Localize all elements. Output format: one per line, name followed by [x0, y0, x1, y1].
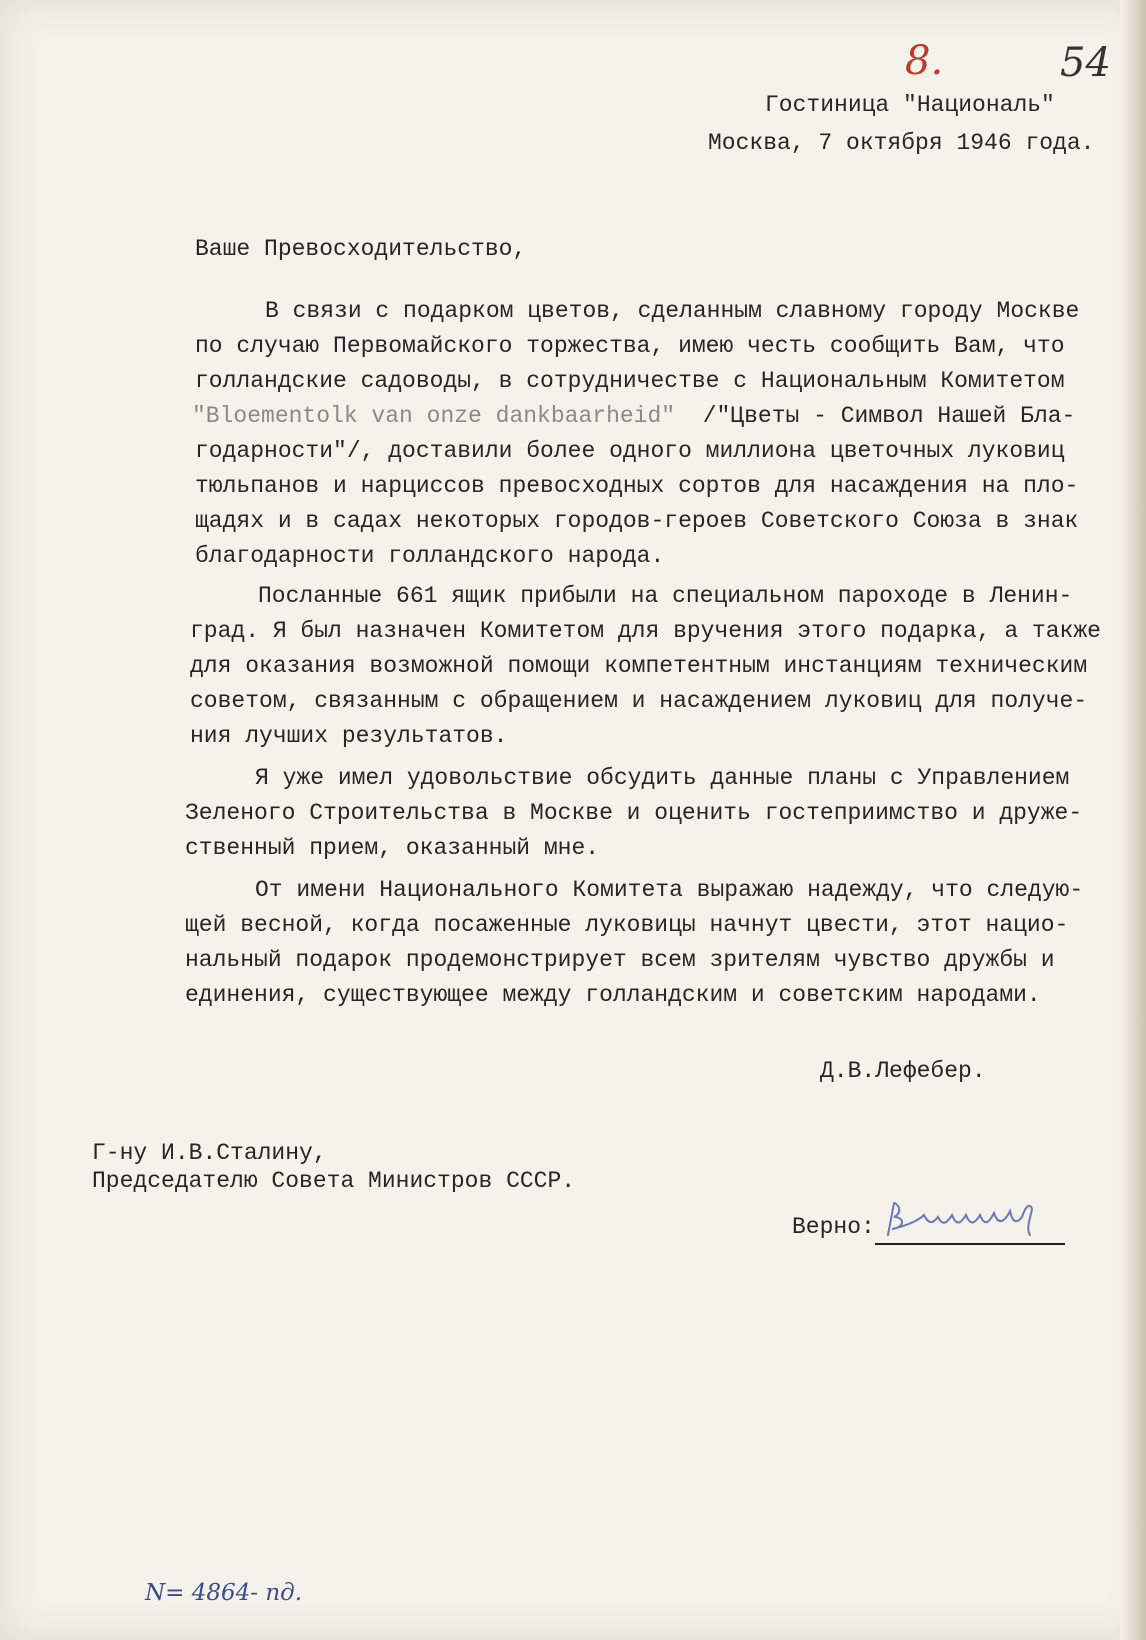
- body-line: ственный прием, оказанный мне.: [185, 835, 600, 861]
- dutch-committee-name: "Bloementolk van onze dankbaarheid": [192, 403, 676, 429]
- header-place: Гостиница "Националь": [765, 92, 1055, 118]
- body-line: советом, связанным с обращением и насаждением луковиц для получе-: [190, 688, 1088, 714]
- signature-line: [875, 1243, 1065, 1245]
- body-line: [192, 403, 1075, 429]
- body-line: для оказания возможной помощи компетентным инстанциям техническим: [190, 653, 1088, 679]
- certification-label: Верно:: [792, 1214, 875, 1240]
- salutation: Ваше Превосходительство,: [195, 236, 527, 262]
- body-line: ния лучших результатов.: [190, 723, 508, 749]
- reference-number: N= 4864- пд.: [145, 1580, 303, 1606]
- body-line: единения, существующее между голландским и советским народами.: [185, 982, 1041, 1008]
- body-line: годарности"/, доставили более одного миллиона цветочных луковиц: [195, 438, 1065, 464]
- handwritten-signature: [880, 1195, 1060, 1245]
- signature-name: Д.В.Лефебер.: [820, 1058, 986, 1084]
- body-line: по случаю Первомайского торжества, имею честь сообщить Вам, что: [195, 333, 1065, 359]
- body-line: щадях и в садах некоторых городов-героев Советского Союза в знак: [195, 508, 1079, 534]
- body-line: благодарности голландского народа.: [195, 543, 665, 569]
- body-line: От имени Национального Комитета выражаю надежду, что следую-: [255, 877, 1084, 903]
- addressee-title: Председателю Совета Министров СССР.: [92, 1168, 576, 1194]
- body-line: Зеленого Строительства в Москве и оценить гостеприимство и друже-: [185, 800, 1083, 826]
- body-line: тюльпанов и нарциссов превосходных сортов для насаждения на пло-: [195, 473, 1079, 499]
- header-date: Москва, 7 октября 1946 года.: [708, 130, 1095, 156]
- body-line: Я уже имел удовольствие обсудить данные планы с Управлением: [255, 765, 1070, 791]
- body-line-rest: /"Цветы - Символ Нашей Бла-: [675, 403, 1076, 429]
- body-line: В связи с подарком цветов, сделанным славному городу Москве: [265, 298, 1080, 324]
- body-line: щей весной, когда посаженные луковицы начнут цвести, этот нацио-: [185, 912, 1069, 938]
- addressee-name: Г-ну И.В.Сталину,: [92, 1140, 327, 1166]
- body-line: голландские садоводы, в сотрудничестве с Национальным Комитетом: [195, 368, 1065, 394]
- red-handwritten-number: 8.: [905, 38, 944, 84]
- page-number: 54: [1060, 40, 1111, 86]
- page-edge: [1120, 0, 1146, 1640]
- body-line: град. Я был назначен Комитетом для вручения этого подарка, а также: [190, 618, 1101, 644]
- body-line: нальный подарок продемонстрирует всем зрителям чувство дружбы и: [185, 947, 1055, 973]
- body-line: Посланные 661 ящик прибыли на специальном пароходе в Ленин-: [258, 583, 1073, 609]
